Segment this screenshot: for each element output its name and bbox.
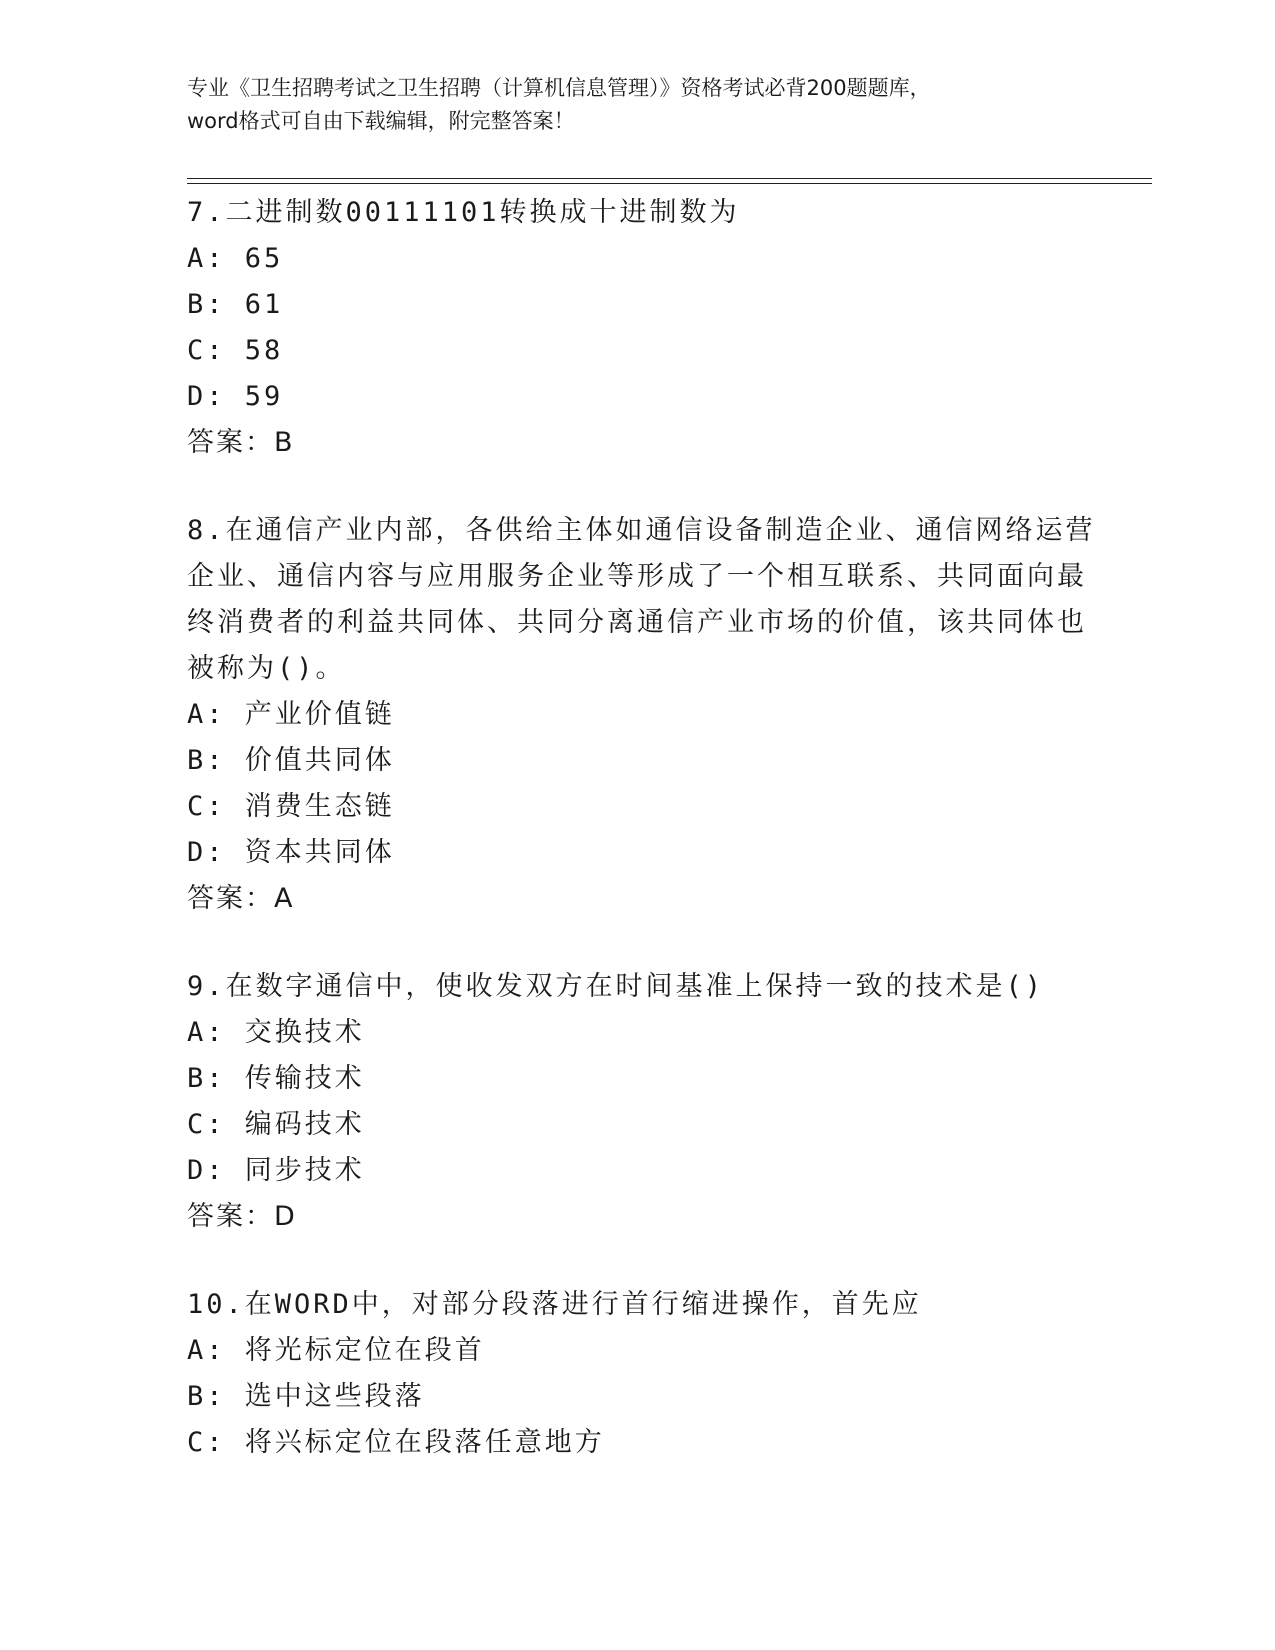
option-b: B: 选中这些段落 [187,1381,425,1412]
option-c: C: 编码技术 [187,1109,365,1140]
option-c: C: 58 [187,335,284,366]
option-c: C: 消费生态链 [187,791,395,822]
question-stem: 9.在数字通信中，使收发双方在时间基准上保持一致的技术是() [187,971,1045,1002]
question-stem-line: 企业、通信内容与应用服务企业等形成了一个相互联系、共同面向最 [187,561,1087,592]
question-9 [187,964,1067,1240]
option-a: A: 65 [187,243,284,274]
header-line-2: word格式可自由下载编辑，附完整答案！ [187,109,575,133]
header-line-1: 专业《卫生招聘考试之卫生招聘（计算机信息管理）》资格考试必背200题题库， [187,76,931,100]
option-b: B: 价值共同体 [187,745,395,776]
option-b: B: 传输技术 [187,1063,365,1094]
header-divider-bottom [187,183,1152,184]
option-d: D: 资本共同体 [187,837,395,868]
option-d: D: 59 [187,381,284,412]
question-list [187,190,1096,1466]
question-stem-line: 被称为()。 [187,653,346,684]
question-7 [187,190,1067,466]
option-b: B: 61 [187,289,284,320]
question-stem: 10.在WORD中，对部分段落进行首行缩进操作，首先应 [187,1289,922,1320]
question-8 [187,508,1096,922]
header-divider-top [187,178,1152,179]
answer: 答案：D [187,1201,297,1232]
option-d: D: 同步技术 [187,1155,365,1186]
question-stem-line: 终消费者的利益共同体、共同分离通信产业市场的价值，该共同体也 [187,607,1087,638]
option-a: A: 产业价值链 [187,699,395,730]
question-stem: 7.二进制数00111101转换成十进制数为 [187,197,740,228]
question-stem-line: 8.在通信产业内部，各供给主体如通信设备制造企业、通信网络运营 [187,515,1096,546]
option-a: A: 交换技术 [187,1017,365,1048]
option-c: C: 将兴标定位在段落任意地方 [187,1427,605,1458]
answer: 答案：B [187,427,295,458]
question-10 [187,1282,1067,1466]
option-a: A: 将光标定位在段首 [187,1335,485,1366]
answer: 答案：A [187,883,295,914]
document-header [187,72,1087,138]
